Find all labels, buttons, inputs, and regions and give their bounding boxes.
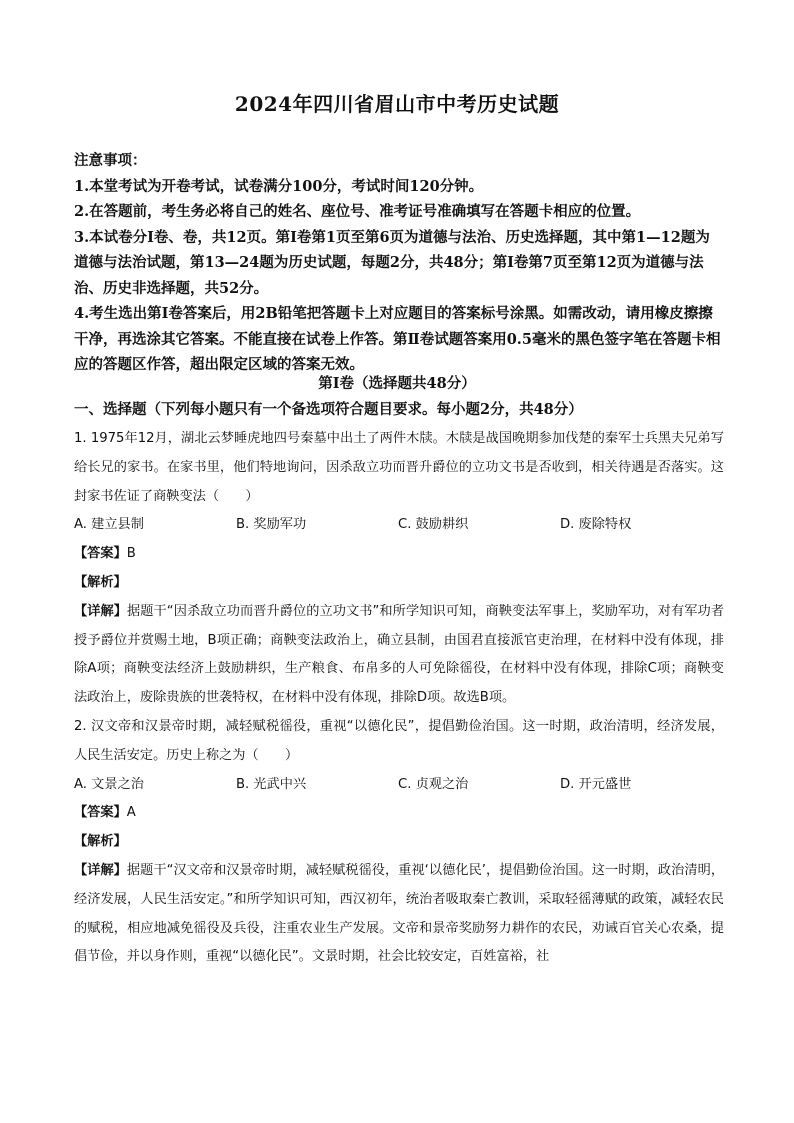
option-row (74, 511, 724, 540)
notice-heading: 注意事项： (74, 152, 147, 169)
detail-paragraph (74, 598, 724, 713)
page-title: 2024年四川省眉山市中考历史试题 (234, 92, 560, 116)
answer-value: A (126, 805, 136, 821)
detail-label: 【详解】 (74, 862, 127, 878)
option: A. 建立县制 (74, 517, 144, 533)
notice-item: 4.考生选出第Ⅰ卷答案后，用2B铅笔把答题卡上对应题目的答案标号涂黑。如需改动，请用橡皮擦擦干净，再选涂其它答案。不能直接在试卷上作答。第Ⅱ卷试题答案用0.5毫米的黑色签字笔在答题卡相应的答题区作答，超出限定区域的答案无效。 (74, 305, 721, 373)
answer-line (74, 799, 724, 828)
question-stem: 2. 汉文帝和汉景帝时期，减轻赋税徭役，重视“以德化民”，提倡勤俭治国。这一时期，政治清明，经济发展，人民生活安定。历史上称之为（ ） (74, 718, 724, 763)
section-heading: 第Ⅰ卷（选择题共48分） (318, 375, 476, 392)
detail-paragraph (74, 857, 724, 972)
detail-text: 据题干“因杀敌立功而晋升爵位的立功文书”和所学知识可知，商鞅变法军事上，奖励军功，对有军功者授予爵位并赏赐土地，B项正确；商鞅变法政治上，确立县制，由国君直接派官吏治理，在材料中没有体现，排除A项；商鞅变法经济上鼓励耕织，生产粮食、布帛多的人可免除徭役，在材料中没有体现，排除C项；商鞅变法政治上，废除贵族的世袭特权，在材料中没有体现，排除D项。故选B项。 (74, 603, 724, 706)
option: D. 废除特权 (560, 517, 632, 533)
option: B. 奖励军功 (236, 517, 307, 533)
answer-line (74, 540, 724, 569)
option-row (74, 771, 724, 800)
answer-label: 【答案】 (74, 546, 127, 562)
option: B. 光武中兴 (236, 776, 307, 792)
notice-item: 3.本试卷分Ⅰ卷、卷，共12页。第Ⅰ卷第1页至第6页为道德与法治、历史选择题，其中第1—12题为道德与法治试题，第13—24题为历史试题，每题2分，共48分；第Ⅰ卷第7页至第12页为道德与法治、历史非选择题，共52分。 (74, 228, 710, 297)
option: A. 文景之治 (74, 776, 144, 792)
answer-value: B (126, 546, 136, 562)
notice-block (74, 148, 724, 378)
option: C. 鼓励耕织 (398, 517, 469, 533)
notice-item: 1.本堂考试为开卷考试，试卷满分100分，考试时间120分钟。 (74, 177, 484, 195)
detail-text: 据题干“汉文帝和汉景帝时期，减轻赋税徭役，重视‘以德化民’，提倡勤俭治国。这一时期，政治清明，经济发展，人民生活安定。”和所学知识可知，西汉初年，统治者吸取秦亡教训，采取轻徭薄赋的政策，减轻农民的赋税，相应地减免徭役及兵役，注重农业生产发展。文帝和景帝奖励努力耕作的农民，劝诫百官关心农桑，提倡节俭，并以身作则，重视“以德化民”。文景时期，社会比较安定，百姓富裕，社 (74, 862, 725, 965)
answer-label: 【答案】 (74, 805, 127, 821)
option: C. 贞观之治 (398, 776, 469, 792)
part-heading: 一、选择题（下列每小题只有一个备选项符合题目要求。每小题2分，共48分） (74, 401, 583, 418)
analysis-label: 【解析】 (74, 574, 127, 590)
notice-item: 2.在答题前，考生务必将自己的姓名、座位号、准考证号准确填写在答题卡相应的位置。 (74, 203, 641, 220)
questions-body (74, 425, 724, 972)
question-stem: 1. 1975年12月，湖北云梦睡虎地四号秦墓中出土了两件木牍。木牍是战国晚期参加伐楚的秦军士兵黑夫兄弟写给长兄的家书。在家书里，他们特地询问，因杀敌立功而晋升爵位的立功文书是否收到，相关待遇是否落实。这封家书佐证了商鞅变法（ ） (74, 431, 724, 504)
detail-label: 【详解】 (74, 603, 128, 619)
analysis-label: 【解析】 (74, 834, 127, 850)
option: D. 开元盛世 (560, 776, 632, 792)
